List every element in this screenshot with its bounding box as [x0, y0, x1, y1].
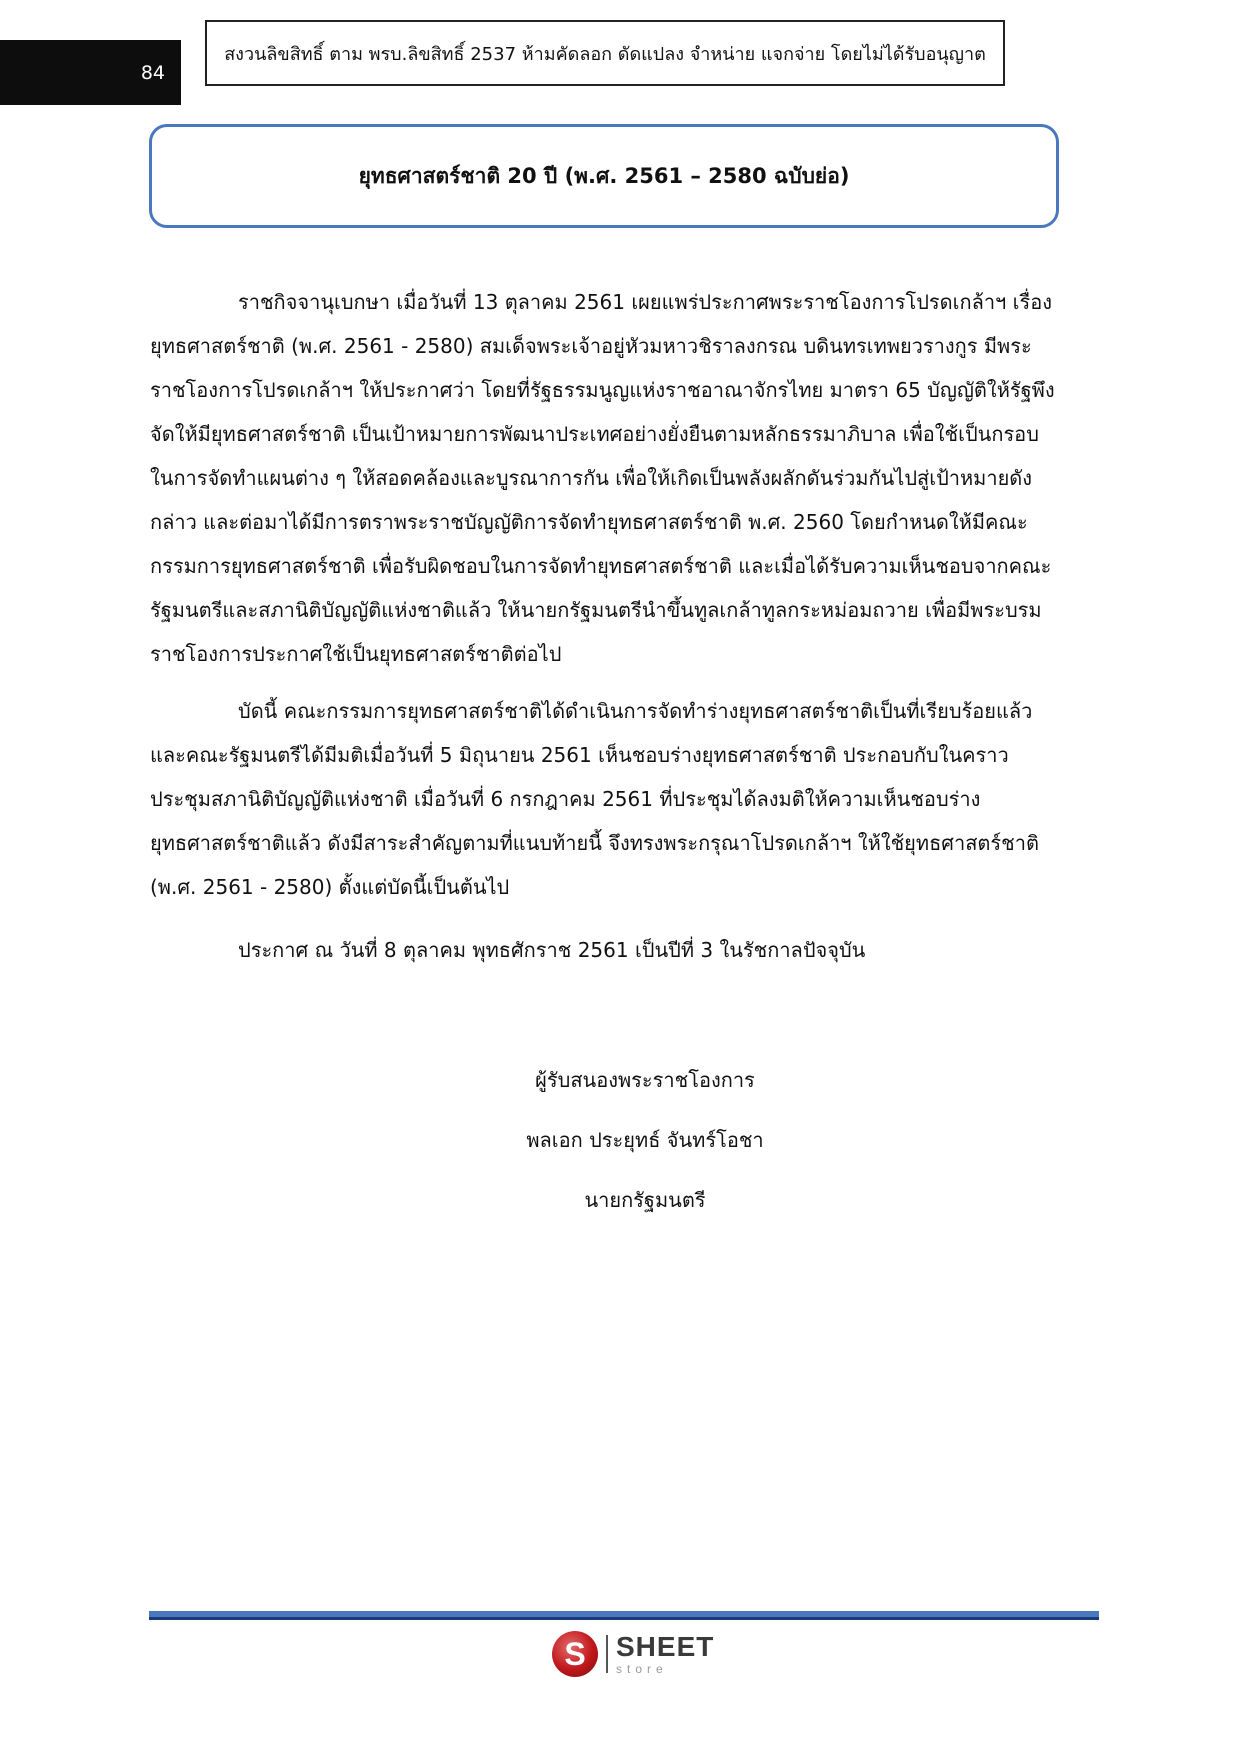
- body-paragraph-2: บัดนี้ คณะกรรมการยุทธศาสตร์ชาติได้ดำเนินการจัดทำร่างยุทธศาสตร์ชาติเป็นที่เรียบร้อยแล้ว และคณะรัฐมนตรีได้มีมติเมื่อวันที่ 5 มิถุนายน 2561 เห็นชอบร่างยุทธศาสตร์ชาติ ประกอบกับในคราวประชุมสภานิติบัญญัติแห่งชาติ เมื่อวันที่ 6 กรกฎาคม 2561 ที่ประชุมได้ลงมติให้ความเห็นชอบร่างยุทธศาสตร์ชาติแล้ว ดังมีสาระสำคัญตามที่แนบท้ายนี้ จึงทรงพระกรุณาโปรดเกล้าฯ ให้ใช้ยุทธศาสตร์ชาติ (พ.ศ. 2561 - 2580) ตั้งแต่บัดนี้เป็นต้นไป: [150, 699, 1039, 899]
- footer-divider: [149, 1611, 1099, 1620]
- copyright-notice: สงวนลิขสิทธิ์ ตาม พรบ.ลิขสิทธิ์ 2537 ห้ามคัดลอก ดัดแปลง จำหน่าย แจกจ่าย โดยไม่ได้รับอนุญาต: [224, 43, 986, 65]
- page-number: 84: [140, 61, 165, 84]
- logo-subtitle: store: [616, 1662, 668, 1676]
- document-body: [150, 280, 1060, 922]
- signature-block: [0, 1050, 1240, 1230]
- countersign-label: ผู้รับสนองพระราชโองการ: [535, 1068, 755, 1092]
- logo-wordmark: [616, 1633, 714, 1675]
- document-title: ยุทธศาสตร์ชาติ 20 ปี (พ.ศ. 2561 – 2580 ฉบับย่อ): [358, 163, 850, 188]
- page-number-tab: [0, 40, 181, 105]
- logo-separator: [606, 1635, 608, 1673]
- document-title-box: [149, 124, 1059, 228]
- proclamation-date: ประกาศ ณ วันที่ 8 ตุลาคม พุทธศักราช 2561 เป็นปีที่ 3 ในรัชกาลปัจจุบัน: [238, 938, 866, 962]
- signatory-name: พลเอก ประยุทธ์ จันทร์โอชา: [526, 1128, 764, 1152]
- signatory-position: นายกรัฐมนตรี: [584, 1188, 706, 1212]
- body-paragraph-1: ราชกิจจานุเบกษา เมื่อวันที่ 13 ตุลาคม 2561 เผยแพร่ประกาศพระราชโองการโปรดเกล้าฯ เรื่อง ยุทธศาสตร์ชาติ (พ.ศ. 2561 - 2580) สมเด็จพระเจ้าอยู่หัวมหาวชิราลงกรณ บดินทรเทพยวรางกูร มีพระราชโองการโปรดเกล้าฯ ให้ประกาศว่า โดยที่รัฐธรรมนูญแห่งราชอาณาจักรไทย มาตรา 65 บัญญัติให้รัฐพึงจัดให้มียุทธศาสตร์ชาติ เป็นเป้าหมายการพัฒนาประเทศอย่างยั่งยืนตามหลักธรรมาภิบาล เพื่อใช้เป็นกรอบในการจัดทำแผนต่าง ๆ ให้สอดคล้องและบูรณาการกัน เพื่อให้เกิดเป็นพลังผลักดันร่วมกันไปสู่เป้าหมายดังกล่าว และต่อมาได้มีการตราพระราชบัญญัติการจัดทำยุทธศาสตร์ชาติ พ.ศ. 2560 โดยกำหนดให้มีคณะกรรมการยุทธศาสตร์ชาติ เพื่อรับผิดชอบในการจัดทำยุทธศาสตร์ชาติ และเมื่อได้รับความเห็นชอบจากคณะรัฐมนตรีและสภานิติบัญญัติแห่งชาติแล้ว ให้นายกรัฐมนตรีนำขึ้นทูลเกล้าทูลกระหม่อมถวาย เพื่อมีพระบรมราชโองการประกาศใช้เป็นยุทธศาสตร์ชาติต่อไป: [150, 290, 1055, 666]
- copyright-notice-box: [205, 20, 1005, 86]
- sheet-store-logo: [552, 1628, 714, 1680]
- logo-s-icon: S: [552, 1631, 598, 1677]
- logo-name: SHEET: [616, 1631, 715, 1662]
